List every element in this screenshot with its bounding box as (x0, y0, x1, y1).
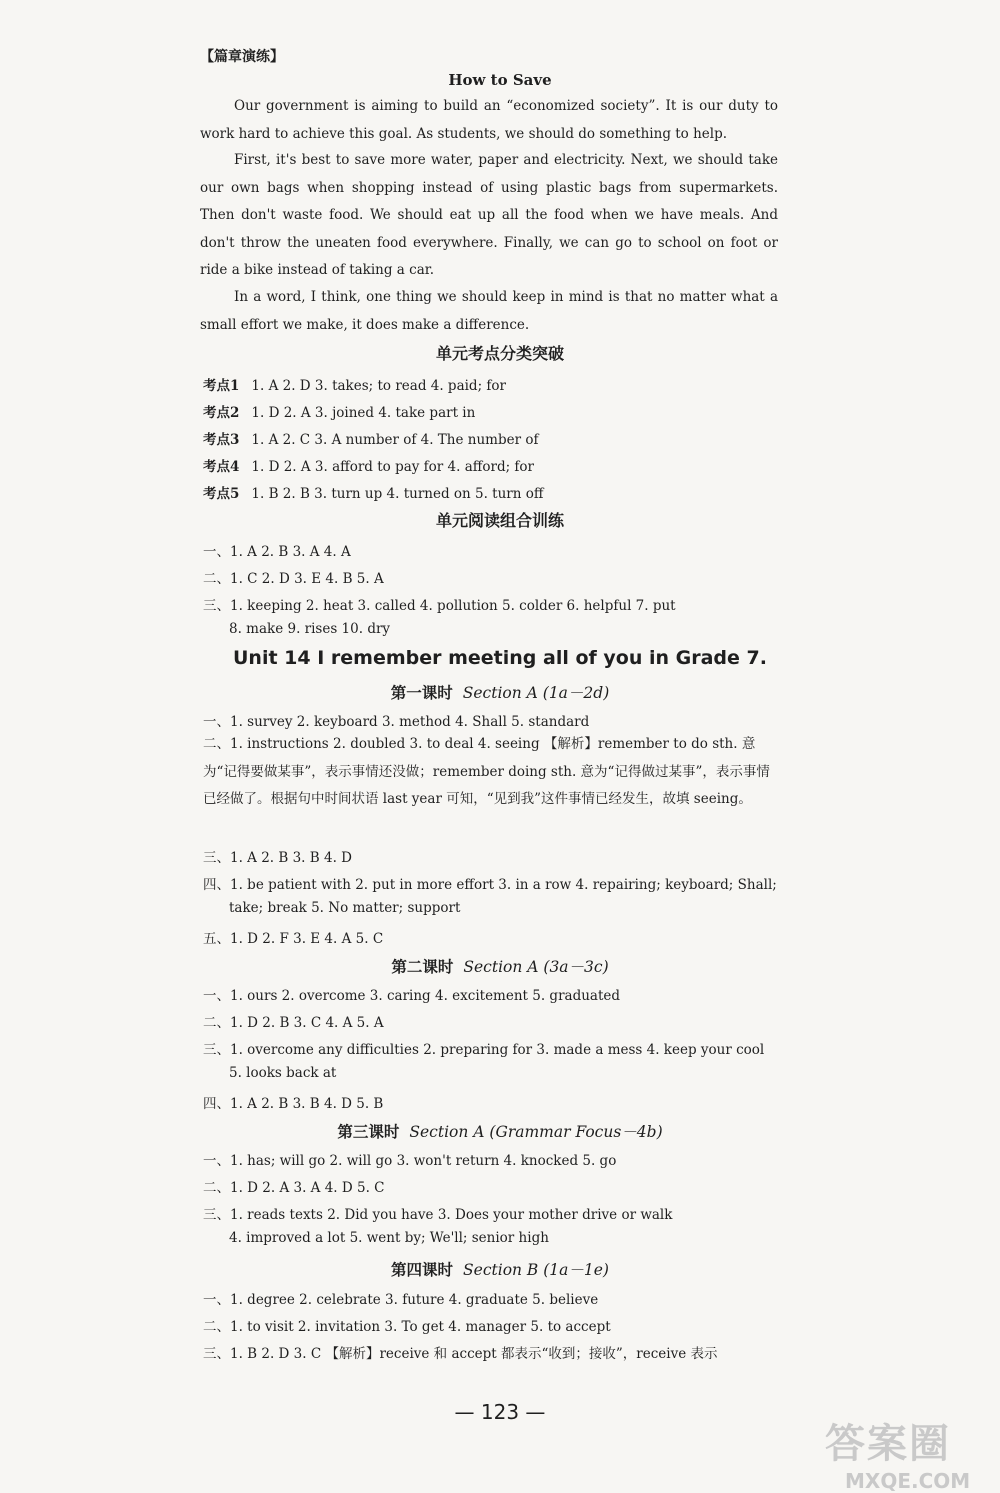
answer-row: 考点5 1. B 2. B 3. turn up 4. turned on 5. turn off (203, 486, 544, 502)
answer-row: 二、1. D 2. A 3. A 4. D 5. C (203, 1180, 385, 1196)
answer-row: 二、1. instructions 2. doubled 3. to deal 4. seeing 【解析】remember to do sth. 意为“记得要做某事”，表示事情还没做；remember doing sth. 意为“记得做过某事”，表示事情已经做了。根据句中时间状语 last year 可知，“见到我”这件事情已经发生，故填 seeing。 (203, 736, 770, 807)
answer-row: 考点1 1. A 2. D 3. takes; to read 4. paid; for (203, 378, 506, 394)
answer-row: 三、1. overcome any difficulties 2. preparing for 3. made a mess 4. keep your cool (203, 1042, 765, 1058)
answer-row: 4. improved a lot 5. went by; We'll; senior high (229, 1230, 549, 1246)
unit-title: Unit 14 I remember meeting all of you in Grade 7. (233, 647, 767, 669)
essay-paragraph: In a word, I think, one thing we should keep in mind is that no matter what a small effort we make, it does make a difference. (200, 289, 778, 333)
watermark-url: MXQE.COM (845, 1469, 971, 1493)
lesson-heading: 第四课时 Section B (1a－1e) (391, 1260, 609, 1279)
section-heading: 单元阅读组合训练 (435, 511, 564, 530)
watermark-text: 答案圈 (825, 1421, 951, 1467)
page-number: — 123 — (454, 1400, 546, 1424)
section-heading: 单元考点分类突破 (435, 344, 564, 363)
answer-row: 三、1. B 2. D 3. C 【解析】receive 和 accept 都表示“收到；接收”，receive 表示 (203, 1346, 718, 1362)
answer-row: 二、1. to visit 2. invitation 3. To get 4. manager 5. to accept (203, 1319, 611, 1335)
answer-row: 四、1. be patient with 2. put in more effort 3. in a row 4. repairing; keyboard; Shall; (203, 877, 777, 893)
answer-row: 三、1. keeping 2. heat 3. called 4. pollution 5. colder 6. helpful 7. put (203, 598, 676, 614)
essay-paragraph: Our government is aiming to build an “economized society”. It is our duty to work hard to achieve this goal. As students, we should do something to help. (200, 98, 778, 142)
answer-row: 二、1. D 2. B 3. C 4. A 5. A (203, 1015, 384, 1031)
lesson-heading: 第二课时 Section A (3a－3c) (391, 957, 609, 976)
answer-row: 一、1. survey 2. keyboard 3. method 4. Shall 5. standard (203, 714, 590, 730)
answer-row: 五、1. D 2. F 3. E 4. A 5. C (203, 931, 384, 947)
answer-row: 二、1. C 2. D 3. E 4. B 5. A (203, 571, 384, 587)
answer-row: 8. make 9. rises 10. dry (229, 621, 391, 637)
answer-row: 一、1. A 2. B 3. A 4. A (203, 544, 351, 560)
answer-row: 考点2 1. D 2. A 3. joined 4. take part in (203, 405, 476, 421)
answer-row: 一、1. degree 2. celebrate 3. future 4. graduate 5. believe (203, 1292, 599, 1308)
answer-row: 考点3 1. A 2. C 3. A number of 4. The number of (203, 432, 539, 448)
answer-row: take; break 5. No matter; support (229, 900, 461, 916)
answer-row: 一、1. has; will go 2. will go 3. won't return 4. knocked 5. go (203, 1153, 617, 1169)
chapter-tag: 【篇章演练】 (200, 49, 284, 65)
essay-paragraph: First, it's best to save more water, paper and electricity. Next, we should take our own bags when shopping instead of using plastic bags from supermarkets. Then don't waste food. We should eat up all the food when we have meals. And don't throw the uneaten food everywhere. Finally, we can go to school on foot or ride a bike instead of taking a car. (200, 152, 778, 278)
essay-title: How to Save (448, 71, 552, 89)
answer-row: 5. looks back at (229, 1065, 337, 1081)
watermark-logo (825, 1412, 970, 1493)
answer-row: 一、1. ours 2. overcome 3. caring 4. excitement 5. graduated (203, 988, 621, 1004)
answer-row: 四、1. A 2. B 3. B 4. D 5. B (203, 1096, 384, 1112)
answer-row: 考点4 1. D 2. A 3. afford to pay for 4. afford; for (203, 459, 535, 475)
lesson-heading: 第一课时 Section A (1a－2d) (390, 683, 610, 702)
answer-row: 三、1. reads texts 2. Did you have 3. Does your mother drive or walk (203, 1207, 673, 1223)
lesson-heading: 第三课时 Section A (Grammar Focus－4b) (337, 1122, 663, 1141)
answer-row: 三、1. A 2. B 3. B 4. D (203, 850, 352, 866)
